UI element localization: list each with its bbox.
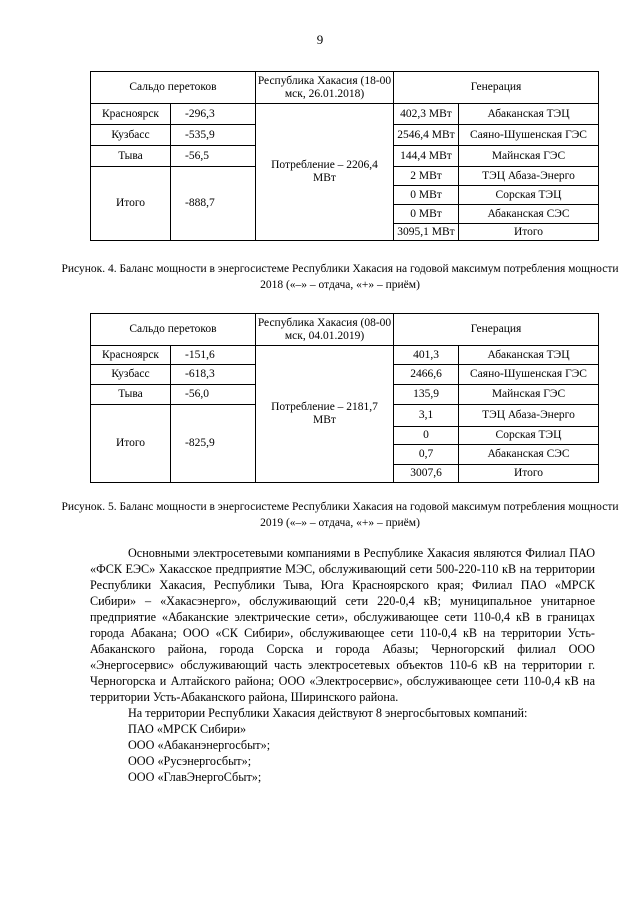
gen-value: 0 МВт [393, 185, 458, 204]
header-region: Республика Хакасия (08-00 мск, 04.01.2019) [255, 313, 393, 345]
list-item: ООО «Русэнергосбыт»; [128, 754, 252, 768]
flow-name: Тыва [90, 145, 170, 166]
header-generation: Генерация [393, 71, 599, 103]
list-item: ООО «ГлавЭнергоСбыт»; [128, 770, 262, 784]
balance-table-2019 [90, 313, 599, 483]
total-value: -888,7 [170, 166, 255, 241]
total-name: Итого [90, 404, 170, 483]
gen-name: Абаканская ТЭЦ [458, 103, 599, 124]
gen-name: ТЭЦ Абаза-Энерго [458, 404, 599, 426]
gen-total-value: 3095,1 МВт [393, 223, 458, 241]
gen-value: 401,3 [393, 345, 458, 364]
flow-value: -535,9 [170, 124, 255, 145]
gen-value: 3,1 [393, 404, 458, 426]
gen-value: 0 [393, 426, 458, 444]
gen-value: 2 МВт [393, 166, 458, 185]
table-frame [90, 71, 599, 241]
gen-name: ТЭЦ Абаза-Энерго [458, 166, 599, 185]
gen-value: 0,7 [393, 444, 458, 464]
gen-total-name: Итого [458, 223, 599, 241]
figure-caption: Рисунок. 5. Баланс мощности в энергосистеме Республики Хакасия на годовой максимум потребления мощности 2019 («–» – отдача, «+» – приём) [61, 501, 619, 529]
header-generation: Генерация [393, 313, 599, 345]
flow-name: Красноярск [90, 103, 170, 124]
gen-name: Майнская ГЭС [458, 145, 599, 166]
flow-name: Красноярск [90, 345, 170, 364]
gen-value: 0 МВт [393, 204, 458, 223]
gen-name: Майнская ГЭС [458, 384, 599, 404]
gen-value: 402,3 МВт [393, 103, 458, 124]
gen-name: Саяно-Шушенская ГЭС [458, 364, 599, 384]
gen-value: 2466,6 [393, 364, 458, 384]
gen-name: Абаканская СЭС [458, 204, 599, 223]
header-saldo: Сальдо перетоков [90, 71, 255, 103]
gen-name: Сорская ТЭЦ [458, 185, 599, 204]
flow-name: Кузбасс [90, 364, 170, 384]
balance-table-2018 [90, 71, 599, 241]
gen-value: 2546,4 МВт [393, 124, 458, 145]
flow-name: Кузбасс [90, 124, 170, 145]
total-name: Итого [90, 166, 170, 241]
body-text [90, 545, 595, 785]
header-saldo: Сальдо перетоков [90, 313, 255, 345]
list-item: ООО «Абаканэнергосбыт»; [128, 738, 271, 752]
flow-name: Тыва [90, 384, 170, 404]
flow-value: -56,5 [170, 145, 255, 166]
page-number: 9 [316, 32, 324, 47]
total-value: -825,9 [170, 404, 255, 483]
flow-value: -151,6 [170, 345, 255, 364]
gen-total-name: Итого [458, 464, 599, 483]
flow-value: -296,3 [170, 103, 255, 124]
gen-name: Саяно-Шушенская ГЭС [458, 124, 599, 145]
list-item: ПАО «МРСК Сибири» [128, 722, 247, 736]
gen-name: Сорская ТЭЦ [458, 426, 599, 444]
gen-value: 135,9 [393, 384, 458, 404]
figure-caption: Рисунок. 4. Баланс мощности в энергосистеме Республики Хакасия на годовой максимум потребления мощности 2018 («–» – отдача, «+» – приём) [61, 263, 619, 291]
flow-value: -618,3 [170, 364, 255, 384]
gen-name: Абаканская СЭС [458, 444, 599, 464]
header-region: Республика Хакасия (18-00 мск, 26.01.2018) [255, 71, 393, 103]
gen-value: 144,4 МВт [393, 145, 458, 166]
gen-total-value: 3007,6 [393, 464, 458, 483]
consumption: Потребление – 2206,4 МВт [255, 103, 393, 241]
gen-name: Абаканская ТЭЦ [458, 345, 599, 364]
paragraph: На территории Республики Хакасия действуют 8 энергосбытовых компаний: [128, 706, 528, 720]
paragraph: Основными электросетевыми компаниями в Республике Хакасия являются Филиал ПАО «ФСК ЕЭС» Хакасское предприятие МЭС, обслуживающий сети 500-220-110 кВ на территории Республики Хакасия, Республики Тыва, Юга Красноярского края; Филиал ПАО «МРСК Сибири» – «Хакасэнерго», обслуживающий сети 220-0,4 кВ; муниципальное унитарное предприятие «Абаканские электрические сети», обслуживающее сети 110-0,4 кВ в границах города Абакана; ООО «СК Сибири», обслуживающее сети 110-0,4 кВ на территории Усть-Абаканского района, города Сорска и города Абазы; Черногорский филиал ООО «Энергосервис» обслуживающий часть электросетевых объектов 110-6 кВ на территории г. Черногорска и Алтайского района; ООО «Электросервис», обслуживающее сети 110-0,4 кВ на территории Усть-Абаканского района, Ширинского района. [90, 546, 595, 704]
consumption: Потребление – 2181,7 МВт [255, 345, 393, 483]
table-frame [90, 313, 599, 483]
flow-value: -56,0 [170, 384, 255, 404]
